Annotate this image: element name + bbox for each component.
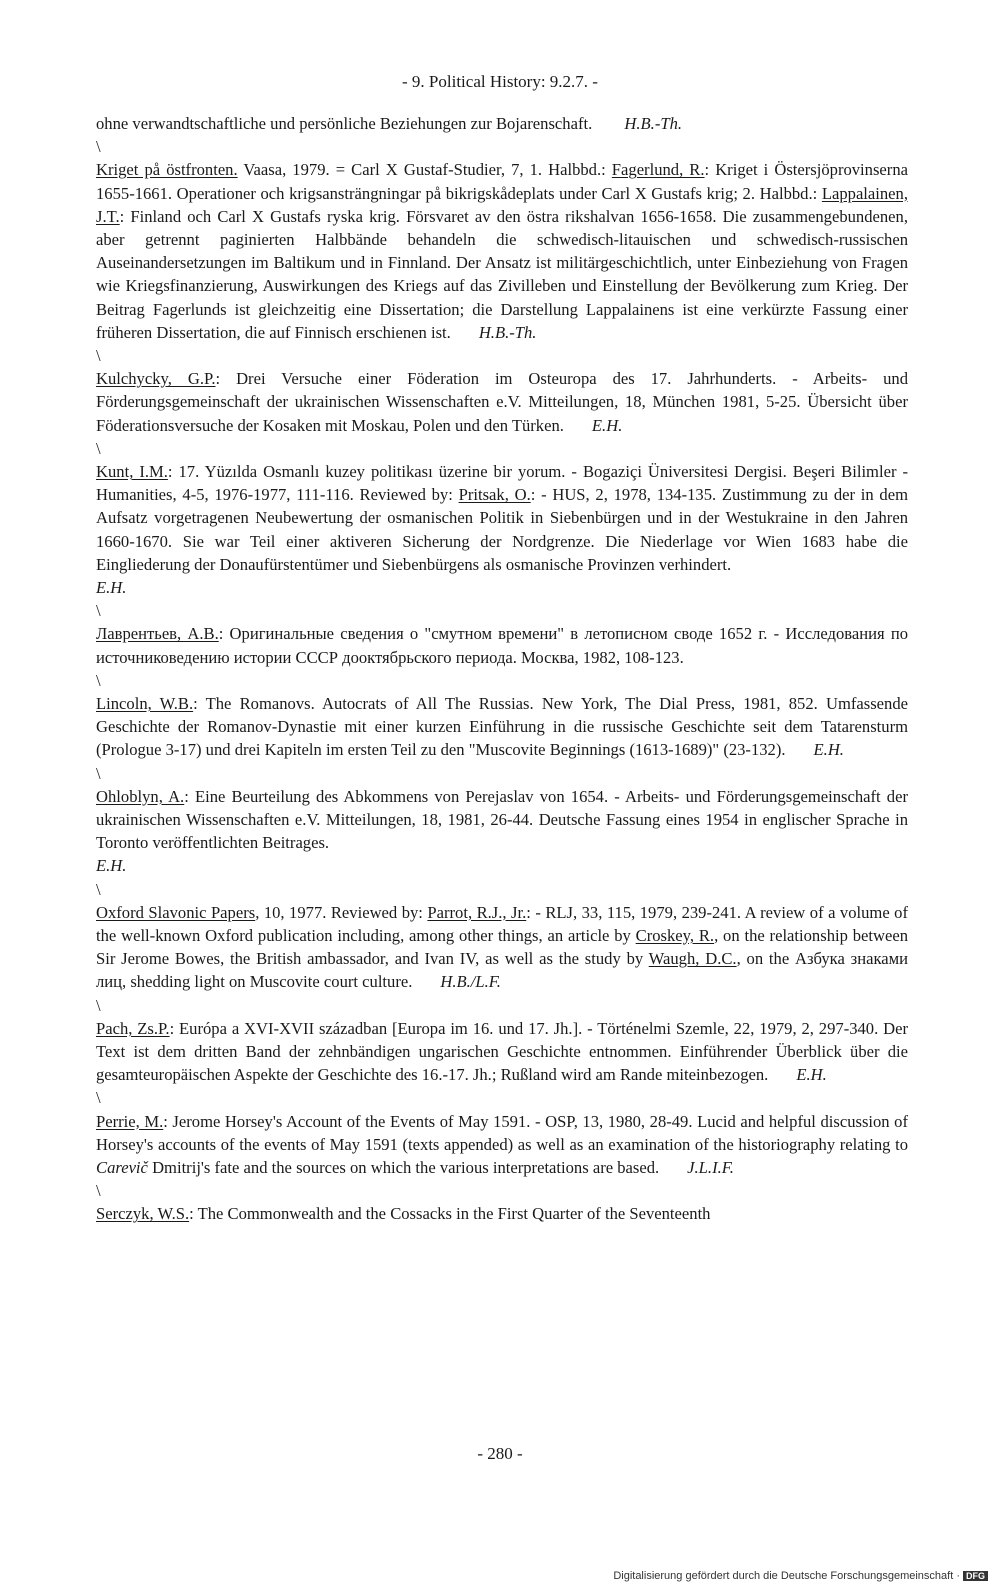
entry-text: : Оригинальные сведения о "смутном времени" в летописном своде 1652 г. - Исследования по источниковедению истории СССР дооктябрьского периода. Москва, 1982, 108-123. <box>96 624 908 667</box>
entry-author-4: Waugh, D.C. <box>648 949 737 969</box>
entry-kunt <box>96 460 908 599</box>
page-number: - 280 - <box>477 1444 523 1463</box>
entry-author: Kulchycky, G.P. <box>96 369 216 389</box>
entry-text: : The Commonwealth and the Cossacks in the First Quarter of the Seventeenth <box>189 1204 711 1224</box>
entry-text: : Eine Beurteilung des Abkommens von Perejaslav von 1654. - Arbeits- und Förderungsgemeinschaft der ukrainischen Wissenschaften e.V. Mitteilungen, 18, 1981, 26-44. Deutsche Fassung eines 1954 in englischer Sprache in Toronto veröffentlichten Beitrages. <box>96 786 908 853</box>
entry-text: , 10, 1977. Reviewed by: <box>255 902 428 922</box>
entry-author-3: Lappalainen, J.T. <box>96 183 908 226</box>
entry-separator: \ <box>96 995 101 1015</box>
entry-author: Serczyk, W.S. <box>96 1204 190 1224</box>
entry-text-2: : - HUS, 2, 1978, 134-135. Zustimmung zu der in dem Aufsatz vorgetragenen Neubewertung der osmanischen Politik in Siebenbürgen und in der Westukraine in den Jahren 1660-1670. Sie war Teil einer aktiveren Sicherung der Nordgrenze. Die Niederlage vor Wien 1683 habe die Eingliederung der Donaufürstentümer und Siebenbürgens als osmanische Provinzen verhindert. <box>96 485 908 574</box>
reviewer-initials: H.B.-Th. <box>478 322 537 342</box>
entry-author: Perrie, M. <box>96 1111 164 1131</box>
entry-author: Kriget på östfronten. <box>96 160 238 180</box>
entry-pach <box>96 1017 908 1087</box>
entry-author: Oxford Slavonic Papers <box>96 902 256 922</box>
entry-author-2: Parrot, R.J., Jr. <box>427 902 527 922</box>
entry-author-3: Croskey, R. <box>635 926 715 945</box>
entry-author-2: Pritsak, O. <box>458 485 531 505</box>
entry-text-2: Dmitrij's fate and the sources on which the various interpretations are based. <box>147 1158 660 1177</box>
entry-lavrentev <box>96 622 908 668</box>
running-header: - 9. Political History: 9.2.7. - <box>402 72 598 91</box>
entry-text: : 17. Yüzılda Osmanlı kuzey politikası üzerine bir yorum. - Bogaziçi Üniversitesi Dergisi. Beşeri Bilimler - Humanities, 4-5, 1976-1977, 111-116. Reviewed by: <box>96 462 908 505</box>
entry-serczyk <box>96 1202 908 1225</box>
entry-separator: \ <box>96 1088 101 1108</box>
entry-separator: \ <box>96 1181 101 1201</box>
entry-separator: \ <box>96 601 101 621</box>
digitization-credit <box>613 1570 988 1582</box>
entry-author: Лаврентьев, А.В. <box>96 624 219 644</box>
entry-text: Vaasa, 1979. = Carl X Gustaf-Studier, 7, 1. Halbbd.: <box>237 160 612 180</box>
entry-text: : Drei Versuche einer Föderation im Osteuropa des 17. Jahrhunderts. - Arbeits- und Förderungsgemeinschaft der ukrainischen Wissenschaften e.V. Mitteilungen, 18, München 1981, 5-25. Übersicht über Föderationsversuche der Kosaken mit Moskau, Polen und den Türken. <box>96 369 909 435</box>
entry-text-3: : Finland och Carl X Gustafs ryska krig. Försvaret av den östra rikshalvan 1656-1658. Die zusammengebundenen, aber getrennt paginierten Halbbände behandeln die schwedisch-litauischen und schwedisch-russischen Auseinandersetzungen im Baltikum und in Finnland. Der Ansatz ist militärgeschichtlich, unter Einbeziehung von Fragen wie Kriegsfinanzierung, Auswirkungen des Kriegs auf das Zivilleben und Einstellung der Bevölkerung zum Krieg. Der Beitrag Fagerlunds ist gleichzeitig eine Dissertation; die Darstellung Lappalainens ist eine verkürzte Fassung einer früheren Dissertation, die auf Finnisch erschienen ist. <box>96 206 908 342</box>
entry-separator: \ <box>96 670 101 690</box>
reviewer-initials: J.L.I.F. <box>687 1158 734 1177</box>
entry-separator: \ <box>96 438 101 458</box>
entry-author-2: Fagerlund, R. <box>611 160 705 180</box>
credit-text: Digitalisierung gefördert durch die Deutsche Forschungsgemeinschaft · <box>613 1570 960 1582</box>
entry-kriget <box>96 158 908 344</box>
reviewer-initials: E.H. <box>96 578 127 598</box>
entry-text: : The Romanovs. Autocrats of All The Russias. New York, The Dial Press, 1981, 852. Umfassende Geschichte der Romanov-Dynastie mit einer kurzen Einführung in die russische Geschichte seit dem Tatarensturm (Prologue 3-17) und drei Kapiteln im ersten Teil zu den "Muscovite Beginnings (1613-1689)" (23-132). <box>96 694 908 760</box>
entry-lincoln <box>96 692 908 762</box>
entry-text: : Európa a XVI-XVII században [Europa im 16. und 17. Jh.]. - Történelmi Szemle, 22, 1979, 2, 297-340. Der Text ist dem dritten Band der zehnbändigen ungarischen Geschichte entnommen. Einführender Überblick über die gesamteuropäischen Aspekte der Geschichte des 16.-17. Jh.; Rußland wird am Rande miteinbezogen. <box>96 1018 908 1085</box>
entry-text-2: : - RLJ, 33, 115, 1979, 239-241. A review of a volume of the well-known Oxford publication including, among other things, an article by <box>96 902 908 945</box>
entry-author: Pach, Zs.P. <box>96 1018 170 1038</box>
entry-text-3: , on the relationship between Sir Jerome Bowes, the British ambassador, and Ivan IV, as well as the study by <box>96 926 908 969</box>
entry-separator: \ <box>96 763 101 783</box>
entry-author: Ohloblyn, A. <box>96 786 185 806</box>
entry-separator: \ <box>96 879 101 899</box>
entry-text: ohne verwandtschaftliche und persönliche Beziehungen zur Bojarenschaft. <box>96 114 593 133</box>
entry-oxford-slavonic-papers <box>96 901 908 994</box>
reviewer-initials: E.H. <box>96 856 127 876</box>
entry-kulchycky <box>96 367 908 437</box>
entry-text-4: , on the Азбука знаками лиц, shedding light on Muscovite court culture. <box>96 949 908 992</box>
bibliography-list <box>96 112 908 1226</box>
reviewer-initials: H.B.-Th. <box>624 114 683 133</box>
entry-text: : Jerome Horsey's Account of the Events of May 1591. - OSP, 13, 1980, 28-49. Lucid and helpful discussion of Horsey's accounts of the events of May 1591 (texts appended) as well as an examination of the historiography relating to <box>96 1111 908 1154</box>
entry-italic-term: Carevič <box>96 1158 148 1177</box>
reviewer-initials: E.H. <box>591 415 623 435</box>
dfg-logo: DFG <box>963 1571 988 1581</box>
reviewer-initials: E.H. <box>796 1065 827 1085</box>
reviewer-initials: E.H. <box>813 740 844 760</box>
entry-continuation <box>96 112 908 135</box>
entry-text-2: : Kriget i Östersjöprovinserna 1655-1661. Operationer och krigsansträngningar på bikrigskådeplats under Carl X Gustafs krig; 2. Halbbd.: <box>96 160 908 203</box>
entry-author: Kunt, I.M. <box>96 462 168 481</box>
entry-ohloblyn <box>96 785 908 878</box>
entry-separator: \ <box>96 346 101 366</box>
entry-separator: \ <box>96 137 101 157</box>
entry-author: Lincoln, W.B. <box>96 694 194 713</box>
reviewer-initials: H.B./L.F. <box>440 972 501 992</box>
entry-perrie <box>96 1110 908 1180</box>
